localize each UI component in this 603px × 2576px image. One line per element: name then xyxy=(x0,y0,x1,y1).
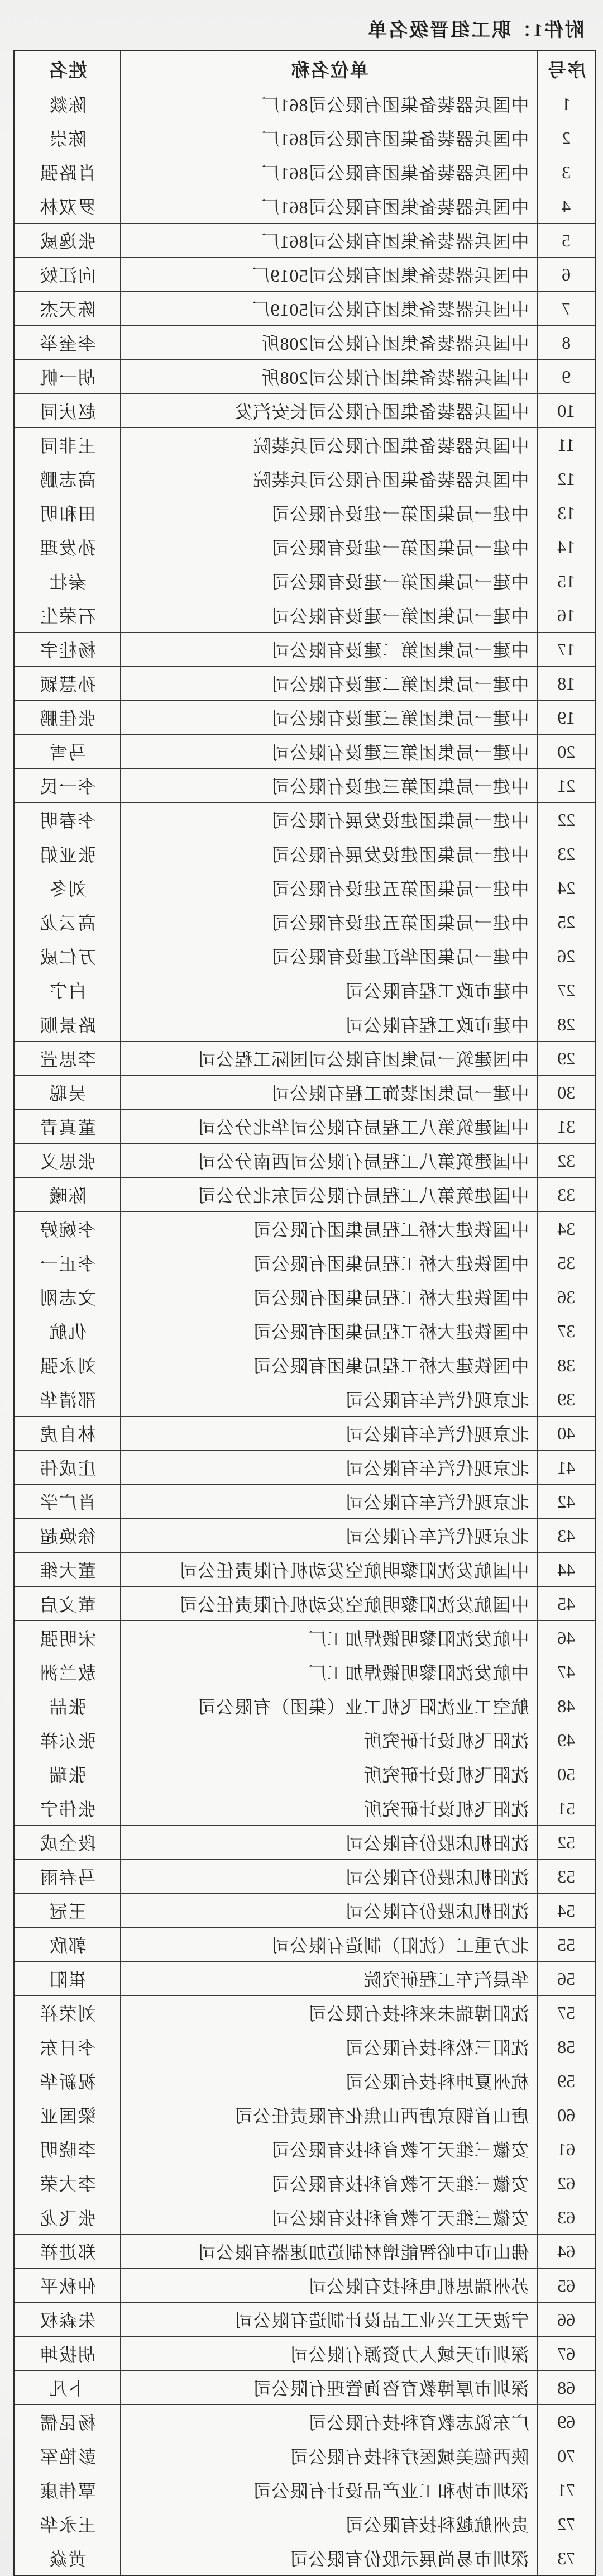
person-name-cell: 肖广学 xyxy=(14,1485,121,1519)
serial-number-cell: 70 xyxy=(538,2439,595,2473)
person-name-cell: 仇航 xyxy=(14,1314,121,1348)
unit-name-cell: 沈阳机床股份有限公司 xyxy=(121,1860,538,1894)
person-name-cell: 马雪 xyxy=(14,735,121,769)
person-name-cell: 李奎举 xyxy=(14,326,121,360)
serial-number-cell: 29 xyxy=(538,1042,595,1076)
person-name-cell: 陈崇 xyxy=(14,121,121,155)
table-row xyxy=(14,1621,595,1655)
table-row xyxy=(14,1791,595,1826)
table-row xyxy=(14,1757,595,1791)
unit-name-cell: 广东锐志教育科技有限公司 xyxy=(121,2405,538,2439)
person-name-cell: 刘冬 xyxy=(14,871,121,905)
serial-number-cell: 65 xyxy=(538,2269,595,2303)
person-name-cell: 文志刚 xyxy=(14,1280,121,1314)
person-name-cell: 段全成 xyxy=(14,1826,121,1860)
serial-number-cell: 41 xyxy=(538,1451,595,1485)
person-name-cell: 肖路强 xyxy=(14,155,121,189)
unit-name-cell: 沈阳飞机设计研究所 xyxy=(121,1723,538,1757)
serial-number-cell: 58 xyxy=(538,2030,595,2064)
person-name-cell: 陈曦 xyxy=(14,1178,121,1212)
person-name-cell: 高志鹏 xyxy=(14,462,121,496)
serial-number-cell: 60 xyxy=(538,2098,595,2132)
unit-name-cell: 中建一局集团第三建设有限公司 xyxy=(121,701,538,735)
serial-number-cell: 72 xyxy=(538,2507,595,2541)
unit-name-cell: 中航发沈阳黎明锻焊加工厂 xyxy=(121,1655,538,1689)
person-name-cell: 董大维 xyxy=(14,1553,121,1587)
table-header-row xyxy=(14,50,595,87)
person-name-cell: 林自虎 xyxy=(14,1417,121,1451)
table-row xyxy=(14,224,595,258)
serial-number-cell: 31 xyxy=(538,1110,595,1144)
person-name-cell: 王非同 xyxy=(14,428,121,462)
table-row xyxy=(14,1553,595,1587)
person-name-cell: 胡拔坤 xyxy=(14,2337,121,2371)
unit-name-cell: 中建一局集团第三建设有限公司 xyxy=(121,735,538,769)
person-name-cell: 张伟宁 xyxy=(14,1791,121,1826)
person-name-cell: 李大荣 xyxy=(14,2166,121,2200)
table-row xyxy=(14,1348,595,1382)
table-row xyxy=(14,2235,595,2269)
serial-number-cell: 63 xyxy=(538,2200,595,2235)
serial-number-cell: 8 xyxy=(538,326,595,360)
person-name-cell: 王冠 xyxy=(14,1894,121,1928)
unit-name-cell: 中建一局集团第一建设有限公司 xyxy=(121,496,538,530)
person-name-cell: 孙发理 xyxy=(14,530,121,564)
serial-number-cell: 71 xyxy=(538,2473,595,2507)
serial-number-cell: 69 xyxy=(538,2405,595,2439)
table-row xyxy=(14,598,595,633)
serial-number-cell: 45 xyxy=(538,1587,595,1621)
unit-name-cell: 中国建筑一局集团有限公司国际工程公司 xyxy=(121,1042,538,1076)
person-name-cell: 张亚娟 xyxy=(14,837,121,871)
table-row xyxy=(14,2337,595,2371)
unit-name-cell: 北京现代汽车有限公司 xyxy=(121,1417,538,1451)
serial-number-cell: 67 xyxy=(538,2337,595,2371)
unit-name-cell: 佛山市中峪智能增材制造加速器有限公司 xyxy=(121,2235,538,2269)
person-name-cell: 彭艳军 xyxy=(14,2439,121,2473)
unit-name-cell: 中国兵器装备集团有限公司兵装院 xyxy=(121,428,538,462)
table-row xyxy=(14,496,595,530)
table-row xyxy=(14,2064,595,2098)
person-name-cell: 石荣生 xyxy=(14,598,121,633)
serial-number-cell: 49 xyxy=(538,1723,595,1757)
serial-number-cell: 38 xyxy=(538,1348,595,1382)
table-row xyxy=(14,701,595,735)
unit-name-cell: 中国兵器装备集团有限公司208所 xyxy=(121,360,538,394)
person-name-cell: 万仁威 xyxy=(14,939,121,973)
serial-number-cell: 47 xyxy=(538,1655,595,1689)
table-row xyxy=(14,292,595,326)
unit-name-cell: 中国兵器装备集团有限公司5019厂 xyxy=(121,292,538,326)
serial-number-cell: 62 xyxy=(538,2166,595,2200)
table-row xyxy=(14,939,595,973)
unit-name-cell: 中国航发沈阳黎明航空发动机有限责任公司 xyxy=(121,1553,538,1587)
table-row xyxy=(14,1962,595,1996)
serial-number-cell: 55 xyxy=(538,1928,595,1962)
unit-name-cell: 中建一局集团第一建设有限公司 xyxy=(121,530,538,564)
table-row xyxy=(14,1655,595,1689)
unit-name-cell: 中国兵器装备集团有限公司861厂 xyxy=(121,224,538,258)
serial-number-cell: 18 xyxy=(538,667,595,701)
unit-name-cell: 苏州瑞思机电科技有限公司 xyxy=(121,2269,538,2303)
table-row xyxy=(14,1314,595,1348)
serial-number-cell: 4 xyxy=(538,189,595,224)
table-row xyxy=(14,667,595,701)
serial-number-cell: 51 xyxy=(538,1791,595,1826)
person-name-cell: 张东祥 xyxy=(14,1723,121,1757)
person-name-cell: 刘永强 xyxy=(14,1348,121,1382)
unit-name-cell: 中国铁建大桥工程局集团有限公司 xyxy=(121,1348,538,1382)
unit-name-cell: 中建一局集团建设发展有限公司 xyxy=(121,837,538,871)
unit-name-cell: 中国建筑第八工程局有限公司东北分公司 xyxy=(121,1178,538,1212)
table-row xyxy=(14,735,595,769)
table-row xyxy=(14,2371,595,2405)
unit-name-cell: 沈阳飞机设计研究所 xyxy=(121,1757,538,1791)
table-row xyxy=(14,394,595,428)
serial-number-cell: 52 xyxy=(538,1826,595,1860)
serial-number-cell: 22 xyxy=(538,803,595,837)
column-header-unit: 单位名称 xyxy=(121,50,538,87)
table-row xyxy=(14,1076,595,1110)
serial-number-cell: 6 xyxy=(538,258,595,292)
unit-name-cell: 安徽三维天下教育科技有限公司 xyxy=(121,2166,538,2200)
table-row xyxy=(14,2132,595,2166)
unit-name-cell: 杭州夏坤科技有限公司 xyxy=(121,2064,538,2098)
unit-name-cell: 航空工业沈阳飞机工业（集团）有限公司 xyxy=(121,1689,538,1723)
table-row xyxy=(14,2473,595,2507)
table-row xyxy=(14,1723,595,1757)
unit-name-cell: 中建一局集团建设发展有限公司 xyxy=(121,803,538,837)
column-header-no: 序号 xyxy=(538,50,595,87)
person-name-cell: 郑进祥 xyxy=(14,2235,121,2269)
person-name-cell: 李晓明 xyxy=(14,2132,121,2166)
table-row xyxy=(14,462,595,496)
unit-name-cell: 中建一局集团第一建设有限公司 xyxy=(121,564,538,598)
serial-number-cell: 9 xyxy=(538,360,595,394)
unit-name-cell: 中国兵器装备集团有限公司5019厂 xyxy=(121,258,538,292)
unit-name-cell: 深圳市天域人力资源有限公司 xyxy=(121,2337,538,2371)
person-name-cell: 崔阳 xyxy=(14,1962,121,1996)
table-row xyxy=(14,803,595,837)
serial-number-cell: 39 xyxy=(538,1382,595,1417)
unit-name-cell: 中国兵器装备集团有限公司861厂 xyxy=(121,87,538,121)
unit-name-cell: 中国兵器装备集团有限公司兵装院 xyxy=(121,462,538,496)
table-row xyxy=(14,530,595,564)
person-name-cell: 梁国亚 xyxy=(14,2098,121,2132)
table-row xyxy=(14,87,595,121)
person-name-cell: 刘荣祥 xyxy=(14,1996,121,2030)
unit-name-cell: 中建一局集团华江建设有限公司 xyxy=(121,939,538,973)
person-name-cell: 董真青 xyxy=(14,1110,121,1144)
table-row xyxy=(14,1996,595,2030)
unit-name-cell: 沈阳飞机设计研究所 xyxy=(121,1791,538,1826)
unit-name-cell: 深圳市易尚展示股份有限公司 xyxy=(121,2541,538,2576)
unit-name-cell: 北京现代汽车有限公司 xyxy=(121,1519,538,1553)
serial-number-cell: 73 xyxy=(538,2541,595,2576)
serial-number-cell: 28 xyxy=(538,1007,595,1042)
table-row xyxy=(14,1178,595,1212)
serial-number-cell: 14 xyxy=(538,530,595,564)
table-row xyxy=(14,2439,595,2473)
serial-number-cell: 26 xyxy=(538,939,595,973)
person-name-cell: 秦壮 xyxy=(14,564,121,598)
person-name-cell: 张飞龙 xyxy=(14,2200,121,2235)
serial-number-cell: 19 xyxy=(538,701,595,735)
serial-number-cell: 13 xyxy=(538,496,595,530)
unit-name-cell: 中建一局集团第二建设有限公司 xyxy=(121,633,538,667)
serial-number-cell: 46 xyxy=(538,1621,595,1655)
serial-number-cell: 16 xyxy=(538,598,595,633)
unit-name-cell: 北京现代汽车有限公司 xyxy=(121,1451,538,1485)
unit-name-cell: 中国建筑第八工程局有限公司华北分公司 xyxy=(121,1110,538,1144)
unit-name-cell: 中国兵器装备集团有限公司208所 xyxy=(121,326,538,360)
table-row xyxy=(14,326,595,360)
serial-number-cell: 23 xyxy=(538,837,595,871)
unit-name-cell: 中建一局集团第三建设有限公司 xyxy=(121,769,538,803)
serial-number-cell: 11 xyxy=(538,428,595,462)
serial-number-cell: 34 xyxy=(538,1212,595,1246)
person-name-cell: 宋明强 xyxy=(14,1621,121,1655)
serial-number-cell: 50 xyxy=(538,1757,595,1791)
table-row xyxy=(14,871,595,905)
person-name-cell: 王永华 xyxy=(14,2507,121,2541)
unit-name-cell: 中国航发沈阳黎明航空发动机有限责任公司 xyxy=(121,1587,538,1621)
table-row xyxy=(14,564,595,598)
unit-name-cell: 贵州航越科技有限公司 xyxy=(121,2507,538,2541)
person-name-cell: 高云龙 xyxy=(14,905,121,939)
table-row xyxy=(14,2200,595,2235)
person-name-cell: 张思义 xyxy=(14,1144,121,1178)
person-name-cell: 张瑞 xyxy=(14,1757,121,1791)
table-row xyxy=(14,1689,595,1723)
person-name-cell: 白宇 xyxy=(14,973,121,1007)
serial-number-cell: 15 xyxy=(538,564,595,598)
table-row xyxy=(14,1042,595,1076)
table-row xyxy=(14,2098,595,2132)
unit-name-cell: 安徽三维天下教育科技有限公司 xyxy=(121,2200,538,2235)
serial-number-cell: 27 xyxy=(538,973,595,1007)
unit-name-cell: 中国建筑第八工程局有限公司西南分公司 xyxy=(121,1144,538,1178)
table-row xyxy=(14,2507,595,2541)
person-name-cell: 罗双林 xyxy=(14,189,121,224)
table-row xyxy=(14,1212,595,1246)
page-title: 附件1：职工组晋级名单 xyxy=(366,20,584,41)
serial-number-cell: 10 xyxy=(538,394,595,428)
person-name-cell: 庄成伟 xyxy=(14,1451,121,1485)
serial-number-cell: 25 xyxy=(538,905,595,939)
person-name-cell: 陈燚 xyxy=(14,87,121,121)
table-row xyxy=(14,121,595,155)
serial-number-cell: 3 xyxy=(538,155,595,189)
serial-number-cell: 33 xyxy=(538,1178,595,1212)
unit-name-cell: 陕西德美城医疗科技有限公司 xyxy=(121,2439,538,2473)
unit-name-cell: 北方重工（沈阳）制造有限公司 xyxy=(121,1928,538,1962)
table-row xyxy=(14,905,595,939)
table-row xyxy=(14,1519,595,1553)
unit-name-cell: 深圳市协和工业产品设计有限公司 xyxy=(121,2473,538,2507)
serial-number-cell: 32 xyxy=(538,1144,595,1178)
table-row xyxy=(14,1382,595,1417)
person-name-cell: 李婉婷 xyxy=(14,1212,121,1246)
serial-number-cell: 35 xyxy=(538,1246,595,1280)
person-name-cell: 敖兰洲 xyxy=(14,1655,121,1689)
person-name-cell: 郭欣 xyxy=(14,1928,121,1962)
person-name-cell: 杨桂宇 xyxy=(14,633,121,667)
unit-name-cell: 中国兵器装备集团有限公司861厂 xyxy=(121,155,538,189)
unit-name-cell: 中建市政工程有限公司 xyxy=(121,1007,538,1042)
table-row xyxy=(14,1417,595,1451)
person-name-cell: 张逸威 xyxy=(14,224,121,258)
person-name-cell: 马春雨 xyxy=(14,1860,121,1894)
table-row xyxy=(14,428,595,462)
table-row xyxy=(14,2269,595,2303)
serial-number-cell: 12 xyxy=(538,462,595,496)
person-name-cell: 黄焱 xyxy=(14,2541,121,2576)
person-name-cell: 李正一 xyxy=(14,1246,121,1280)
table-row xyxy=(14,360,595,394)
table-row xyxy=(14,1928,595,1962)
table-row xyxy=(14,769,595,803)
column-header-name: 姓名 xyxy=(14,50,121,87)
table-row xyxy=(14,1860,595,1894)
unit-name-cell: 沈阳博瑞未来科技有限公司 xyxy=(121,1996,538,2030)
unit-name-cell: 唐山首钢京唐西山焦化有限责任公司 xyxy=(121,2098,538,2132)
serial-number-cell: 30 xyxy=(538,1076,595,1110)
unit-name-cell: 北京现代汽车有限公司 xyxy=(121,1382,538,1417)
unit-name-cell: 中国铁建大桥工程局集团有限公司 xyxy=(121,1212,538,1246)
serial-number-cell: 59 xyxy=(538,2064,595,2098)
unit-name-cell: 中国铁建大桥工程局集团有限公司 xyxy=(121,1314,538,1348)
table-row xyxy=(14,2030,595,2064)
serial-number-cell: 54 xyxy=(538,1894,595,1928)
person-name-cell: 胡一帆 xyxy=(14,360,121,394)
person-name-cell: 覃伟康 xyxy=(14,2473,121,2507)
table-row xyxy=(14,837,595,871)
serial-number-cell: 53 xyxy=(538,1860,595,1894)
person-name-cell: 赵庆同 xyxy=(14,394,121,428)
serial-number-cell: 68 xyxy=(538,2371,595,2405)
unit-name-cell: 中建一局集团第五建设有限公司 xyxy=(121,871,538,905)
person-name-cell: 李思萱 xyxy=(14,1042,121,1076)
unit-name-cell: 中建市政工程有限公司 xyxy=(121,973,538,1007)
person-name-cell: 卜凡 xyxy=(14,2371,121,2405)
person-name-cell: 田和明 xyxy=(14,496,121,530)
table-row xyxy=(14,1485,595,1519)
person-name-cell: 孙慧颖 xyxy=(14,667,121,701)
serial-number-cell: 7 xyxy=(538,292,595,326)
unit-name-cell: 中航发沈阳黎明锻焊加工厂 xyxy=(121,1621,538,1655)
table-row xyxy=(14,155,595,189)
unit-name-cell: 沈阳机床股份有限公司 xyxy=(121,1826,538,1860)
table-row xyxy=(14,189,595,224)
person-name-cell: 张喆 xyxy=(14,1689,121,1723)
person-name-cell: 仲秋平 xyxy=(14,2269,121,2303)
unit-name-cell: 安徽三维天下教育科技有限公司 xyxy=(121,2132,538,2166)
person-name-cell: 邵清华 xyxy=(14,1382,121,1417)
promotion-roster-table xyxy=(13,50,596,2576)
table-row xyxy=(14,1246,595,1280)
table-row xyxy=(14,1280,595,1314)
serial-number-cell: 48 xyxy=(538,1689,595,1723)
unit-name-cell: 中国兵器装备集团有限公司861厂 xyxy=(121,121,538,155)
serial-number-cell: 57 xyxy=(538,1996,595,2030)
unit-name-cell: 中国铁建大桥工程局集团有限公司 xyxy=(121,1246,538,1280)
serial-number-cell: 5 xyxy=(538,224,595,258)
unit-name-cell: 中国铁建大桥工程局集团有限公司 xyxy=(121,1280,538,1314)
person-name-cell: 吴聪 xyxy=(14,1076,121,1110)
table-row xyxy=(14,2405,595,2439)
person-name-cell: 徐焕超 xyxy=(14,1519,121,1553)
table-row xyxy=(14,1826,595,1860)
serial-number-cell: 56 xyxy=(538,1962,595,1996)
serial-number-cell: 17 xyxy=(538,633,595,667)
table-row xyxy=(14,1451,595,1485)
table-row xyxy=(14,2303,595,2337)
serial-number-cell: 20 xyxy=(538,735,595,769)
unit-name-cell: 中建一局集团第一建设有限公司 xyxy=(121,598,538,633)
serial-number-cell: 24 xyxy=(538,871,595,905)
unit-name-cell: 深圳市厚博教育咨询管理有限公司 xyxy=(121,2371,538,2405)
person-name-cell: 李春明 xyxy=(14,803,121,837)
table-body xyxy=(14,87,595,2576)
unit-name-cell: 中建一局集团第二建设有限公司 xyxy=(121,667,538,701)
serial-number-cell: 36 xyxy=(538,1280,595,1314)
unit-name-cell: 中国兵器装备集团有限公司861厂 xyxy=(121,189,538,224)
person-name-cell: 董文启 xyxy=(14,1587,121,1621)
unit-name-cell: 北京现代汽车有限公司 xyxy=(121,1485,538,1519)
serial-number-cell: 37 xyxy=(538,1314,595,1348)
table-row xyxy=(14,2541,595,2576)
unit-name-cell: 华晨汽车工程研究院 xyxy=(121,1962,538,1996)
table-row xyxy=(14,1894,595,1928)
unit-name-cell: 中建一局集团第五建设有限公司 xyxy=(121,905,538,939)
table-row xyxy=(14,1110,595,1144)
serial-number-cell: 1 xyxy=(538,87,595,121)
unit-name-cell: 沈阳三松科技有限公司 xyxy=(121,2030,538,2064)
table-row xyxy=(14,1144,595,1178)
serial-number-cell: 43 xyxy=(538,1519,595,1553)
serial-number-cell: 44 xyxy=(538,1553,595,1587)
table-row xyxy=(14,1007,595,1042)
table-row xyxy=(14,1587,595,1621)
serial-number-cell: 40 xyxy=(538,1417,595,1451)
person-name-cell: 李一民 xyxy=(14,769,121,803)
person-name-cell: 祝新华 xyxy=(14,2064,121,2098)
table-row xyxy=(14,973,595,1007)
person-name-cell: 路景顺 xyxy=(14,1007,121,1042)
serial-number-cell: 2 xyxy=(538,121,595,155)
unit-name-cell: 中国兵器装备集团有限公司长安汽发 xyxy=(121,394,538,428)
serial-number-cell: 61 xyxy=(538,2132,595,2166)
serial-number-cell: 42 xyxy=(538,1485,595,1519)
unit-name-cell: 中建一局集团装饰工程有限公司 xyxy=(121,1076,538,1110)
serial-number-cell: 64 xyxy=(538,2235,595,2269)
person-name-cell: 杨昆儒 xyxy=(14,2405,121,2439)
unit-name-cell: 沈阳机床股份有限公司 xyxy=(121,1894,538,1928)
person-name-cell: 向江姣 xyxy=(14,258,121,292)
table-row xyxy=(14,2166,595,2200)
serial-number-cell: 21 xyxy=(538,769,595,803)
person-name-cell: 李日东 xyxy=(14,2030,121,2064)
table-row xyxy=(14,633,595,667)
person-name-cell: 陈天杰 xyxy=(14,292,121,326)
serial-number-cell: 66 xyxy=(538,2303,595,2337)
person-name-cell: 张佳鹏 xyxy=(14,701,121,735)
unit-name-cell: 宁波天工兴业工品设计制造有限公司 xyxy=(121,2303,538,2337)
person-name-cell: 朱森权 xyxy=(14,2303,121,2337)
table-row xyxy=(14,258,595,292)
